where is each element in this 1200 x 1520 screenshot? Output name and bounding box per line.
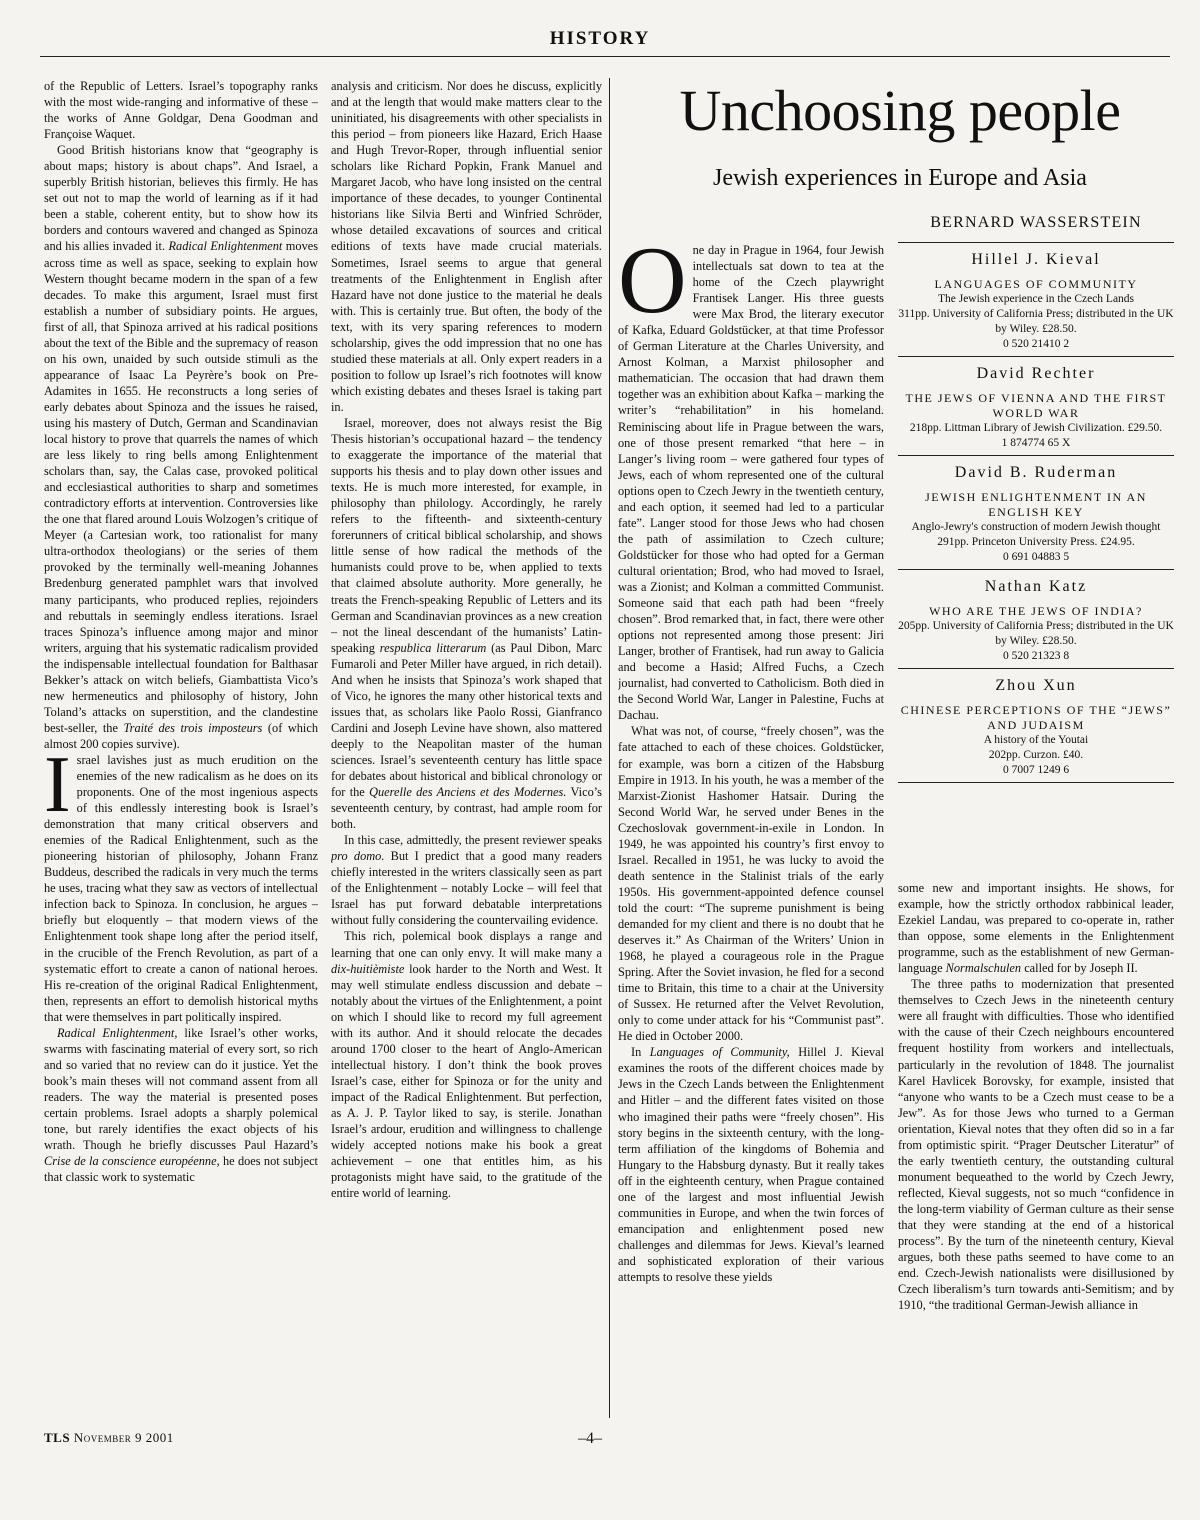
col1-paragraph-3: Israel lavishes just as much erudition on the enemies of the new radicalism as he does on its proponents. One of the most ingenious aspects of this endlessly interesting book is Israel’s demonstration that many critical observers and enemies of the Radical Enlightenment, such as the pioneering historian of philosophy, Johann Franz Buddeus, described the radicals in very much the terms he uses, tracing what they saw as vectors of intellectual infection back to Spinoza. In conclusion, he argues – briefly but eloquently – that modern views of the Enlightenment took shape long after the period itself, in the crucible of the French Revolution, as part of a systematic effort to create a canon of national heroes. His re-creation of the original Radical Enlightenment, then, represents an effort to demolish historical myths that were themselves in part politically inspired. xyxy=(44,740,318,1024)
book-author: David B. Ruderman xyxy=(954,464,1118,481)
col4-paragraph-2: The three paths to modernization that presented themselves to Czech Jews in the nineteenth century were all fraught with difficulties. Those who identified with the cause of their Czech neighbours encountered frequent hostility from workers and intellectuals, particularly in the revolution of 1848. The journalist Karel Havlicek Borovsky, for example, insisted that “anyone who wants to be a Czech must cease to be a Jew”. As for those Jews who turned to a German orientation, Kieval notes that they often did so in a far from optimistic spirit. “Prager Deutscher Literatur” of the early twentieth century, the outstanding cultural monument bequeathed to the world by Czech Jewry, reflected, Kieval suggests, not so much “confidence in the long-term viability of German culture as their sense that they were standing at the end of a historical process”. By the turn of the nineteenth century, Kieval argues, both these paths seemed to have come to an end. Czech-Jewish nationalists were disillusioned by Czech liberalism’s turn towards anti-Semitism; and by 1910, “the traditional German-Jewish alliance in xyxy=(898,977,1174,1313)
col2-paragraph-2: Israel, moreover, does not always resist the Big Thesis historian’s occupational hazard – the tendency to exaggerate the importance of the material that supports his thesis and to play down other issues and texts. He is much more interested, for example, in philosophy than philology. Accordingly, he rarely refers to the fifteenth- and sixteenth-century forerunners of critical biblical scholarship, and shows little sense of how radical the methods of the humanists could prove to be, when applied to texts that claimed absolute authority. More generally, he treats the French-speaking Republic of Letters and its German and Scandinavian provinces as a new creation – not the lineal descendant of the humanists’ Latin-speaking respublica litterarum (as Paul Dibon, Marc Fumaroli and Peter Miller have argued, in rich detail). And when he insists that Spinoza’s work shaped that of Vico, he ignores the many other historical texts and issues that, as scholars like Paolo Rossi, Gianfranco Cardini and Joseph Levine have shown, also mattered deeply to the Neapolitan master of the human sciences. Israel’s seventeenth century has little space for debates about historical and biblical chronology or for the Querelle des Anciens et des Modernes. Vico’s seventeenth century, by contrast, had ample room for both. xyxy=(331,415,602,832)
column-3 xyxy=(618,242,884,1418)
book-title: LANGUAGES OF COMMUNITY xyxy=(934,277,1138,291)
col1-paragraph-4: Radical Enlightenment, like Israel’s other works, swarms with fascinating material of every sort, so rich and so varied that no review can do it justice. Yet the book’s main theses will not command assent from all readers. The way the material is presented poses certain problems. Israel adopts a sharply polemical tone, but rarely identifies the exact objects of his wrath. Though he briefly discusses Paul Hazard’s Crise de la conscience européenne, he does not subject that classic work to systematic xyxy=(44,1025,318,1185)
book-details: 202pp. Curzon. £40. xyxy=(988,749,1084,761)
drop-cap: I xyxy=(44,740,71,829)
book-author: Nathan Katz xyxy=(984,578,1088,595)
section-title: HISTORY xyxy=(549,28,651,49)
column-1 xyxy=(44,78,318,1418)
reviewer-name: BERNARD WASSERSTEIN xyxy=(930,214,1142,231)
book-details: 218pp. Littman Library of Jewish Civilization. £29.50. xyxy=(909,422,1163,434)
book-entry xyxy=(898,455,1174,569)
drop-cap: O xyxy=(618,242,687,333)
book-author: Hillel J. Kieval xyxy=(971,251,1101,268)
column-2 xyxy=(331,78,602,1418)
book-title: JEWISH ENLIGHTENMENT IN AN ENGLISH KEY xyxy=(925,490,1147,519)
book-author: David Rechter xyxy=(976,365,1096,382)
book-list xyxy=(898,210,1174,783)
col4-paragraph-1: some new and important insights. He shows, for example, how the strictly orthodox rabbinical leader, Ezekiel Landau, was prepared to co-operate in, rather than oppose, some elements in the Enlightenment programme, such as the establishment of new German-language Normalschulen called for by Joseph II. xyxy=(898,881,1174,976)
book-list-end-rule xyxy=(898,782,1174,783)
issue-date: November 9 2001 xyxy=(73,1430,174,1445)
headline: Unchoosing people xyxy=(679,78,1121,143)
book-isbn: 0 520 21323 8 xyxy=(1002,650,1070,662)
book-subtitle: Anglo-Jewry's construction of modern Jewish thought xyxy=(911,521,1161,533)
col3-paragraph-3: In Languages of Community, Hillel J. Kieval examines the roots of the different choices made by Jews in the Czech Lands between the Enlightenment and Hitler – and the different fates visited on those who imagined their paths were “freely chosen”. His story begins in the sixteenth century, with the long-term affiliation of the kingdoms of Bohemia and Hungary to the Habsburg dynasty. But it really takes off in the eighteenth century, when Prague contained one of the largest and most influential Jewish communities in Europe, and when the twin forces of emancipation and enlightenment posed new challenges and dilemmas for Jews. Kieval’s learned and sophisticated exploration of their various attempts to resolve these yields xyxy=(618,1045,884,1284)
book-author: Zhou Xun xyxy=(995,677,1077,694)
book-details: 291pp. Princeton University Press. £24.95. xyxy=(937,536,1135,548)
book-subtitle: A history of the Youtai xyxy=(983,734,1089,746)
book-title: WHO ARE THE JEWS OF INDIA? xyxy=(929,604,1143,618)
col3-paragraph-1: One day in Prague in 1964, four Jewish intellectuals sat down to tea at the home of the Czech playwright Frantisek Langer. His three guests were Max Brod, the literary executor of Kafka, Eduard Goldstücker, at that time Professor of German Literature at the Charles University, and Arnost Kolman, a Marxist philosopher and mathematician. The occasion that had drawn them together was an exhibition about Kafka – marking the writer’s “rehabilitation” in his homeland. Reminiscing about life in Prague between the wars, one of those present remarked “that here – in Langer’s living room – were gathered four types of Jews, each of whom represented one of the cultural options open to Czech Jewry in the twentieth century, and each option, it seemed had led to a particular fate”. Langer stood for those Jews who had chosen the path of assimilation to Czech culture; Goldstücker for those who had opted for a German cultural orientation; Brod, who had moved to Israel, was a Zionist; and Kolman a committed Communist. Someone said that each path had been “freely chosen”. Brod remarked that, in fact, there were other options not represented among those present: Jiri Langer, brother of Frantisek, had run away to Galicia and become a Hasid; Alfred Fuchs, a Czech journalist, had converted to Catholicism. Both died in the Second World War, Langer in Palestine, Fuchs at Dachau. xyxy=(618,242,884,723)
book-isbn: 1 874774 65 X xyxy=(1001,437,1071,449)
book-entry xyxy=(898,356,1174,455)
col2-paragraph-4: This rich, polemical book displays a range and learning that one can only envy. It will make many a dix-huitièmiste look harder to the North and West. It may well stimulate endless discussion and debate – notably about the virtues of the Enlightenment, a point on which I should like to record my full agreement with its author. And it should relocate the decades around 1700 closer to the heart of Anglo-American intellectual history. I don’t think the book proves Israel’s case, either for Spinoza or for the unity and impact of the Radical Enlightenment. But perfection, as A. J. P. Taylor liked to say, is sterile. Jonathan Israel’s ardour, erudition and willingness to challenge widely accepted notions make his book a great achievement – one that entitles him, as his protagonists might have said, to the gratitude of the entire world of learning. xyxy=(331,929,602,1201)
book-isbn: 0 520 21410 2 xyxy=(1002,338,1070,350)
book-title: THE JEWS OF VIENNA AND THE FIRST WORLD WAR xyxy=(905,391,1167,420)
book-entry xyxy=(898,668,1174,782)
column-4 xyxy=(898,880,1174,1418)
col3-paragraph-2: What was not, of course, “freely chosen”, was the fate attached to each of these choices. Goldstücker, for example, was born a citizen of the Habsburg Empire in 1913. In his youth, he was a member of the Marxist-Zionist Hashomer Hatsair. During the Second World War, he served under Benes in the Czechoslovak government-in-exile in London. In 1949, he was appointed his country’s first envoy to Israel. Recalled in 1951, he was lucky to avoid the death sentence in the Stalinist trials of the early 1950s. His government-appointed defence counsel told the court: “The supreme punishment is being demanded for my client and there is no doubt that he deserves it.” As Chairman of the Writers’ Union in 1968, he played a courageous role in the Prague Spring. After the Soviet invasion, he fled for a second time to Britain, this time to a chair at the University of Sussex. He returned after the Velvet Revolution, only to come under attack for his “Communist past”. He died in October 2000. xyxy=(618,724,884,1044)
col2-paragraph-1: analysis and criticism. Nor does he discuss, explicitly and at the length that would make matters clear to the uninitiated, his disagreements with other specialists in this period – from pioneers like Hazard, Erich Haase and Hugh Trevor-Roper, through influential senior scholars like Richard Popkin, Frank Manuel and Margaret Jacob, who have long insisted on the central importance of these decades, to younger Continental historians like Silvia Berti and Winfried Schröder, whose detailed excavations of sources and critical editions of texts have made crucial materials. Sometimes, Israel seems to argue that general treatments of the Enlightenment in English after Hazard have not done justice to the material he deals with. This is certainly true. But often, the body of the text, with its very sparing references to modern scholarship, gives the odd impression that no one has studied these materials at all. Only expert readers in a position to follow up Israel’s rich footnotes will know which existing debates and theses Israel is taking part in. xyxy=(331,79,602,414)
book-details: 205pp. University of California Press; distributed in the UK by Wiley. £28.50. xyxy=(898,620,1174,647)
subheadline: Jewish experiences in Europe and Asia xyxy=(713,165,1087,191)
col1-paragraph-2: Good British historians know that “geography is about maps; history is about chaps”. And Israel, a superbly British historian, believes this firmly. He has set out not to map the world of learning as if it had been a stable, coherent entity, but to show how its borders and contours wavered and changed as Spinoza and his allies invaded it. Radical Enlightenment moves across time as well as space, seeking to explain how Western thought became modern in the span of a few decades. To make this argument, Israel must first establish a number of subsidiary points. He argues, first of all, that Spinoza arrived at his radical positions about the text of the Bible and the supremacy of reason on his own, unaided by such outside stimuli as the appearance of Isaac La Peyrère’s book on Pre-Adamites in 1655. He reconstructs a long series of early debates about Spinoza and the issues he raised, using his mastery of Dutch, German and Scandinavian local history to prove that quarrels the names of which are less likely to ring bells among Enlightenment scholars than, say, the Calas case, provoked political and ecclesiastical authorities to sharp and sometimes contradictory efforts at intervention. Controversies like the one that flared around Louis Wolzogen’s critique of Meyer (a Cartesian work, too rationalist for many ultra-orthodox theologians) or the series of them provoked by the terminally well-meaning Johannes Bredenburg generated pamphlet wars that involved many participants, who produced replies, rejoinders and rebuttals in seemingly endless iterations. Israel traces Spinoza’s influence among major and minor writers, arguing that his systematic radicalism provided the indispensable intellectual foundation for Balthasar Bekker’s attack on witch beliefs, Giambattista Vico’s new hermeneutics and philosophy of history, John Toland’s attacks on superstition, and the clandestine best-seller, the Traité des trois imposteurs (of which almost 200 copies survive). xyxy=(44,143,318,751)
col1-paragraph-1: of the Republic of Letters. Israel’s topography ranks with the most wide-ranging and informative of these – the works of Anne Goldgar, Dena Goodman and Françoise Waquet. xyxy=(44,79,318,142)
book-isbn: 0 691 04883 5 xyxy=(1002,551,1070,563)
col2-paragraph-3: In this case, admittedly, the present reviewer speaks pro domo. But I predict that a good many readers chiefly interested in the writers classically seen as part of the Enlightenment – notably Locke – will feel that Israel has put forward debatable interpretations without fully considering the countervailing evidence. xyxy=(331,833,602,928)
book-entry xyxy=(898,242,1174,356)
top-rule xyxy=(40,56,1170,57)
column-divider xyxy=(609,78,610,1418)
publication-name: TLS xyxy=(44,1430,71,1445)
book-isbn: 0 7007 1249 6 xyxy=(1002,764,1070,776)
page-number: –4– xyxy=(578,1430,602,1447)
book-title: CHINESE PERCEPTIONS OF THE “JEWS” AND JUDAISM xyxy=(900,703,1172,732)
book-details: 311pp. University of California Press; distributed in the UK by Wiley. £28.50. xyxy=(898,308,1174,335)
book-subtitle: The Jewish experience in the Czech Lands xyxy=(937,293,1135,305)
book-entry xyxy=(898,569,1174,668)
footer-publication xyxy=(44,1430,174,1446)
